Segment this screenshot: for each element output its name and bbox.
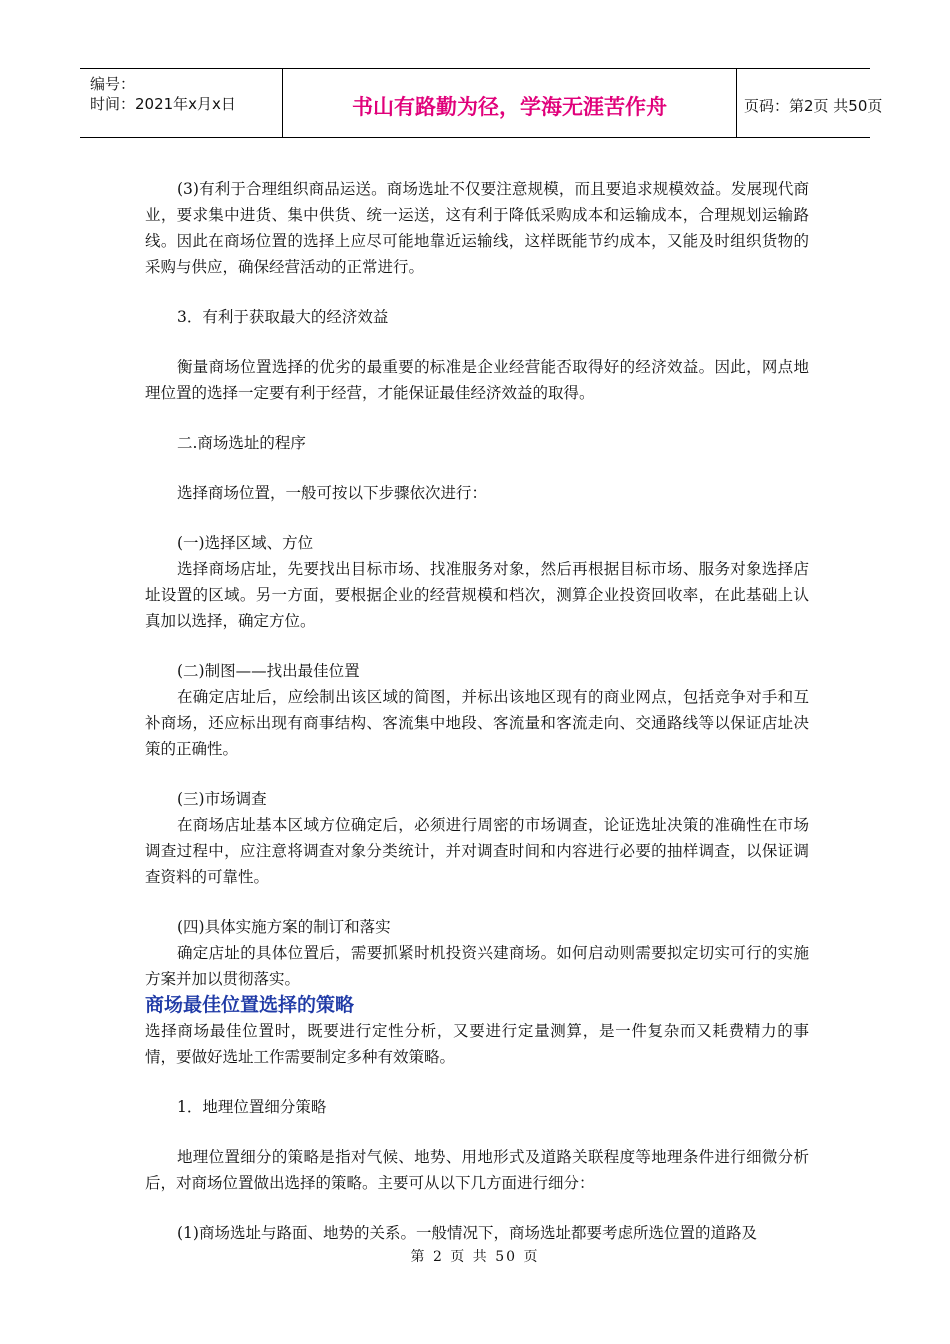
list-heading: 3．有利于获取最大的经济效益 bbox=[177, 308, 389, 326]
sub-heading: (四)具体实施方案的制订和落实 bbox=[177, 918, 391, 936]
paragraph: 在确定店址后，应绘制出该区域的简图，并标出该地区现有的商业网点，包括竞争对手和互补商场，还应标出现有商事结构、客流集中地段、客流量和客流走向、交通路线等以保证店址决策的正确性。 bbox=[145, 688, 809, 758]
paragraph: 选择商场最佳位置时，既要进行定性分析，又要进行定量测算，是一件复杂而又耗费精力的事情，要做好选址工作需要制定多种有效策略。 bbox=[145, 1022, 809, 1066]
header-motto: 书山有路勤为径，学海无涯苦作舟 bbox=[352, 95, 667, 119]
list-heading: 1．地理位置细分策略 bbox=[177, 1098, 327, 1116]
header-center-cell bbox=[282, 69, 737, 137]
sub-heading: (三)市场调查 bbox=[177, 790, 267, 808]
document-body bbox=[145, 176, 809, 1246]
header-left-cell bbox=[80, 69, 282, 137]
page-footer: 第 2 页 共 50 页 bbox=[410, 1249, 540, 1265]
paragraph: 选择商场位置，一般可按以下步骤依次进行： bbox=[177, 484, 488, 502]
paragraph: 确定店址的具体位置后，需要抓紧时机投资兴建商场。如何启动则需要拟定切实可行的实施方案并加以贯彻落实。 bbox=[145, 944, 809, 988]
sub-heading: (一)选择区域、方位 bbox=[177, 534, 314, 552]
header-right-cell bbox=[736, 69, 883, 137]
paragraph: 选择商场店址，先要找出目标市场、找准服务对象，然后再根据目标市场、服务对象选择店址设置的区域。另一方面，要根据企业的经营规模和档次，测算企业投资回收率，在此基础上认真加以选择，确定方位。 bbox=[145, 560, 809, 630]
document-number-label: 编号： bbox=[90, 75, 136, 93]
header-page-label: 页码：第2页 共50页 bbox=[744, 97, 883, 115]
paragraph: 地理位置细分的策略是指对气候、地势、用地形式及道路关联程度等地理条件进行细微分析后，对商场位置做出选择的策略。主要可从以下几方面进行细分： bbox=[145, 1148, 809, 1192]
paragraph: 在商场店址基本区域方位确定后，必须进行周密的市场调查，论证选址决策的准确性在市场调查过程中，应注意将调查对象分类统计，并对调查时间和内容进行必要的抽样调查，以保证调查资料的可靠性。 bbox=[145, 816, 809, 886]
document-date-label: 时间：2021年x月x日 bbox=[90, 95, 236, 113]
paragraph: (1)商场选址与路面、地势的关系。一般情况下，商场选址都要考虑所选位置的道路及 bbox=[177, 1224, 757, 1242]
header-table bbox=[80, 68, 883, 138]
sub-heading: (二)制图——找出最佳位置 bbox=[177, 662, 360, 680]
paragraph: (3)有利于合理组织商品运送。商场选址不仅要注意规模，而且要追求规模效益。发展现代商业，要求集中进货、集中供货、统一运送，这有利于降低采购成本和运输成本，合理规划运输路线。因此在商场位置的选择上应尽可能地靠近运输线，这样既能节约成本，又能及时组织货物的采购与供应，确保经营活动的正常进行。 bbox=[145, 180, 809, 276]
paragraph: 衡量商场位置选择的优劣的最重要的标准是企业经营能否取得好的经济效益。因此，网点地理位置的选择一定要有利于经营，才能保证最佳经济效益的取得。 bbox=[145, 358, 809, 402]
section-heading: 二.商场选址的程序 bbox=[177, 434, 306, 452]
chapter-heading: 商场最佳位置选择的策略 bbox=[145, 994, 355, 1016]
